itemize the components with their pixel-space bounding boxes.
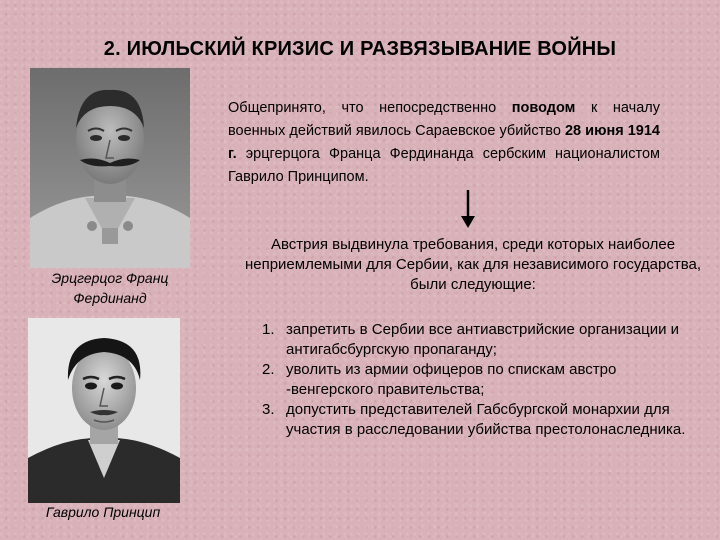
list-text: допустить представителей Габсбургской монархии для участия в расследовании убийства престолонаследника. — [286, 401, 686, 438]
list-text: уволить из армии офицеров по спискам австро -венгерского правительства; — [286, 361, 617, 398]
photo-franz-ferdinand — [30, 68, 190, 268]
list-item — [252, 320, 702, 360]
caption-franz-ferdinand: Эрцгерцог Франц Фердинанд — [51, 270, 169, 306]
list-number: 3. — [262, 401, 275, 418]
list-number: 2. — [262, 361, 275, 378]
list-text: запретить в Сербии все антиавстрийские организации и антигабсбургскую пропаганду; — [286, 321, 679, 358]
intro-paragraph — [228, 97, 660, 189]
intro-text-3: эрцгерцога Франца Фердинанда сербским националистом Гаврило Принципом. — [228, 146, 660, 185]
list-item — [252, 360, 702, 400]
caption-gavrilo-princip: Гаврило Принцип — [45, 504, 161, 520]
demands-intro: Австрия выдвинула требования, среди которых наиболее неприемлемыми для Сербии, как для независимого государства, были следующие: — [244, 236, 702, 293]
intro-text-2: к началу военных действий явилось Сараевское убийство — [228, 100, 660, 139]
demands-list — [252, 320, 702, 440]
slide-title: 2. ИЮЛЬСКИЙ КРИЗИС И РАЗВЯЗЫВАНИЕ ВОЙНЫ — [103, 38, 617, 60]
list-number: 1. — [262, 321, 275, 338]
list-item — [252, 400, 702, 440]
intro-text-1: Общепринято, что непосредственно — [228, 100, 512, 116]
photo-gavrilo-princip — [28, 318, 180, 503]
intro-bold-cause: поводом — [511, 100, 576, 116]
intro-bold-date: 28 июня 1914 г. — [228, 123, 660, 162]
down-arrow-icon — [458, 190, 478, 230]
